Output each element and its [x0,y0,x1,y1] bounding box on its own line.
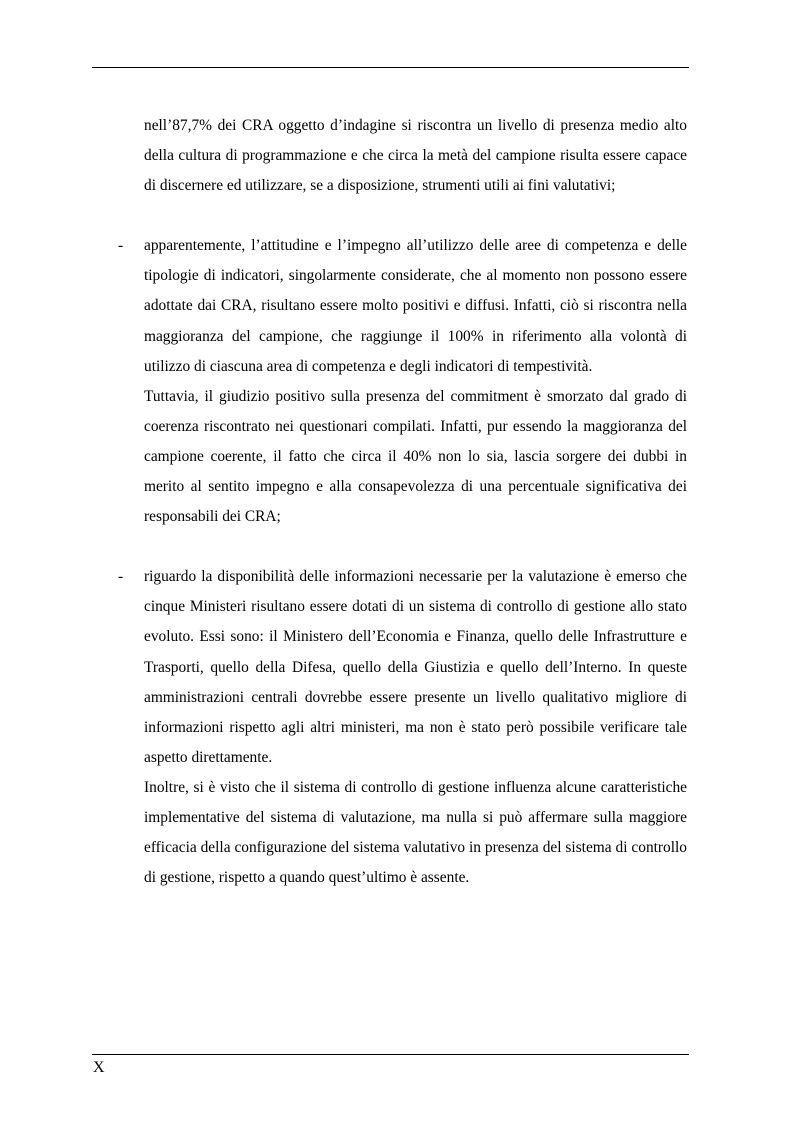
list-item-paragraph: riguardo la disponibilità delle informazioni necessarie per la valutazione è emerso che cinque Ministeri risultano essere dotati di un sistema di controllo di gestione allo stato evoluto. Essi sono: il Ministero dell’Economia e Finanza, quello delle Infrastrutture e Trasporti, quello della Difesa, quello della Giustizia e quello dell’Interno. In queste amministrazioni centrali dovrebbe essere presente un livello qualitativo migliore di informazioni rispetto agli altri ministeri, ma non è stato però possibile verificare tale aspetto direttamente. [144,568,687,766]
header-rule [92,67,689,68]
intro-paragraph: nell’87,7% dei CRA oggetto d’indagine si riscontra un livello di presenza medio alto della cultura di programmazione e che circa la metà del campione risulta essere capace di discernere ed utilizzare, se a disposizione, strumenti utili ai fini valutativi; [144,117,687,195]
list-item-paragraph: Inoltre, si è visto che il sistema di controllo di gestione influenza alcune caratteristiche implementative del sistema di valutazione, ma nulla si può affermare sulla maggiore efficacia della configurazione del sistema valutativo in presenza del sistema di controllo di gestione, rispetto a quando quest’ultimo è assente. [144,778,687,887]
list-bullet: - [118,568,124,586]
list-bullet: - [118,237,124,255]
list-item [118,231,687,532]
list-item [118,562,687,893]
list-item-paragraph: apparentemente, l’attitudine e l’impegno all’utilizzo delle aree di competenza e delle tipologie di indicatori, singolarmente considerate, che al momento non possono essere adottate dai CRA, risultano essere molto positivi e diffusi. Infatti, ciò si riscontra nella maggioranza del campione, che raggiunge il 100% in riferimento alla volontà di utilizzo di ciascuna area di competenza e degli indicatori di tempestività. [144,237,687,375]
page-number: X [93,1059,105,1076]
document-body [118,111,687,893]
footer-rule [92,1054,689,1055]
list-item-paragraph: Tuttavia, il giudizio positivo sulla presenza del commitment è smorzato dal grado di coerenza riscontrato nei questionari compilati. Infatti, pur essendo la maggioranza del campione coerente, il fatto che circa il 40% non lo sia, lascia sorgere dei dubbi in merito al sentito impegno e alla consapevolezza di una percentuale significativa dei responsabili dei CRA; [144,387,687,526]
